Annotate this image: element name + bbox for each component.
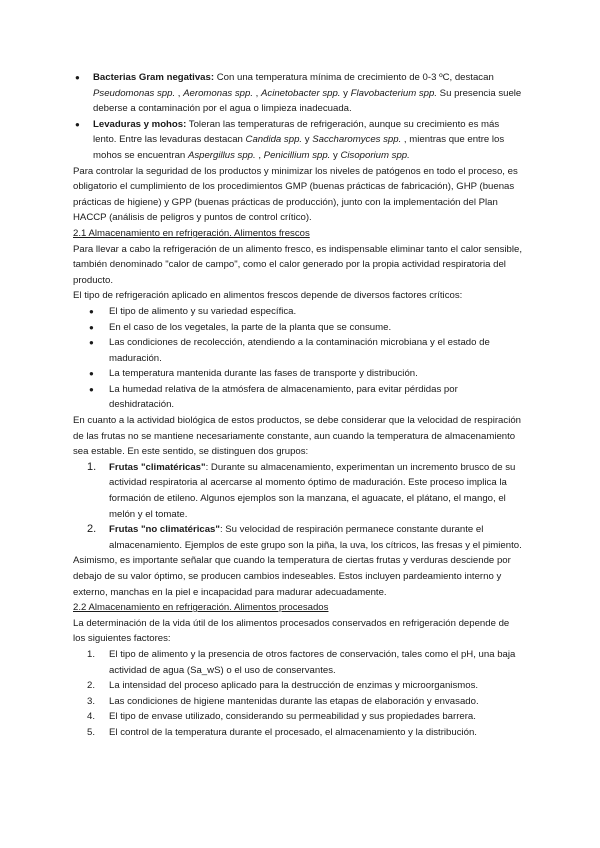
list-number: 4. (87, 711, 96, 723)
list-item: 2. Frutas "no climatéricas": Su velocidad de respiración permanece constante durante el almacenamiento. Ejemplos de este grupo son la piña, la uva, los cítricos, las fresas y el pimiento. (87, 523, 522, 551)
fruit-groups-list (73, 460, 523, 554)
list-item: 4. El tipo de envase utilizado, considerando su permeabilidad y sus propiedades barrera. (73, 709, 523, 725)
paragraph-haccp: Para controlar la seguridad de los productos y minimizar los niveles de patógenos en todo el proceso, es obligatorio el cumplimiento de los procedimientos GMP (buenas prácticas de fabricación), GHP (buenas prácticas de higiene) y GPP (buenas prácticas de producción), junto con la implementación del Plan HACCP (análisis de peligros y puntos de control crítico). (73, 165, 518, 224)
list-item: ● En el caso de los vegetales, la parte de la planta que se consume. (73, 320, 523, 336)
processed-factors-list (73, 647, 523, 741)
paragraph: Asimismo, es importante señalar que cuando la temperatura de ciertas frutas y verduras desciende por debajo de su valor óptimo, se producen cambios indeseables. Estos incluyen pardeamiento interno y externo, manchas en la piel e incapacidad para madurar adecuadamente. (73, 555, 511, 598)
page-content (73, 70, 523, 741)
bullet-term: Bacterias Gram negativas: (93, 72, 215, 83)
section-heading-2-1: 2.1 Almacenamiento en refrigeración. Alimentos frescos (73, 227, 310, 239)
list-number: 3. (87, 695, 96, 707)
list-number: 2. (87, 680, 96, 692)
list-number: 2. (87, 523, 97, 536)
paragraph: La determinación de la vida útil de los alimentos procesados conservados en refrigeración depende de los siguientes factores: (73, 617, 510, 645)
paragraph: El tipo de refrigeración aplicado en alimentos frescos depende de diversos factores críticos: (73, 290, 463, 302)
list-item: 5. El control de la temperatura durante el procesado, el almacenamiento y la distribución. (73, 725, 523, 741)
list-item: ● La temperatura mantenida durante las fases de transporte y distribución. (73, 366, 523, 382)
group-term: Frutas "climatéricas" (109, 461, 206, 473)
list-item: ● Las condiciones de recolección, atendiendo a la contaminación microbiana y el estado de maduración. (73, 335, 523, 366)
group-term: Frutas "no climatéricas" (109, 524, 220, 536)
list-item: 3. Las condiciones de higiene mantenidas durante las etapas de elaboración y envasado. (73, 694, 523, 710)
list-item: 2. La intensidad del proceso aplicado para la destrucción de enzimas y microorganismos. (73, 678, 523, 694)
list-item: ● Levaduras y mohos: Toleran las temperaturas de refrigeración, aunque su crecimiento es más lento. Entre las levaduras destacan Candida spp. y Saccharomyces spp. , mientras que entre los mohos se encuentran Aspergillus spp. , Penicillium spp. y Cisoporium spp. (73, 117, 523, 164)
list-number: 5. (87, 726, 96, 738)
list-item: 1. El tipo de alimento y la presencia de otros factores de conservación, tales como el pH, una baja actividad de agua (Sa_wS) o el uso de conservantes. (87, 648, 516, 676)
list-item: ● Bacterias Gram negativas: Con una temperatura mínima de crecimiento de 0-3 ºC, destacan Pseudomonas spp. , Aeromonas spp. , Acinetobacter spp. y Flavobacterium spp. Su presencia suele deberse a contaminación por el agua o limpieza inadecuada. (73, 70, 523, 117)
list-item: ● La humedad relativa de la atmósfera de almacenamiento, para evitar pérdidas por deshidratación. (73, 382, 523, 413)
microorganism-list (73, 70, 523, 164)
fresh-factors-list (73, 304, 523, 413)
list-number: 1. (87, 460, 97, 473)
paragraph: Para llevar a cabo la refrigeración de un alimento fresco, es indispensable eliminar tanto el calor sensible, también denominado "calor de campo", como el calor generado por la propia actividad respiratoria del producto. (73, 243, 523, 286)
paragraph: En cuanto a la actividad biológica de estos productos, se debe considerar que la velocidad de respiración de las frutas no se mantiene necesariamente constante, aun cuando la temperatura de almacenamiento sea estable. En este sentido, se distinguen dos grupos: (73, 415, 521, 458)
list-number: 1. (87, 648, 96, 660)
list-item: 1. Frutas "climatéricas": Durante su almacenamiento, experimentan un incremento brusco de su actividad respiratoria al acercarse al momento óptimo de maduración. Este proceso implica la formación de etileno. Algunos ejemplos son la manzana, el aguacate, el plátano, el mango, el melón y el tomate. (87, 460, 516, 520)
list-item: ● El tipo de alimento y su variedad específica. (73, 304, 523, 320)
section-heading-2-2: 2.2 Almacenamiento en refrigeración. Alimentos procesados (73, 602, 329, 614)
bullet-term: Levaduras y mohos: (93, 118, 187, 130)
